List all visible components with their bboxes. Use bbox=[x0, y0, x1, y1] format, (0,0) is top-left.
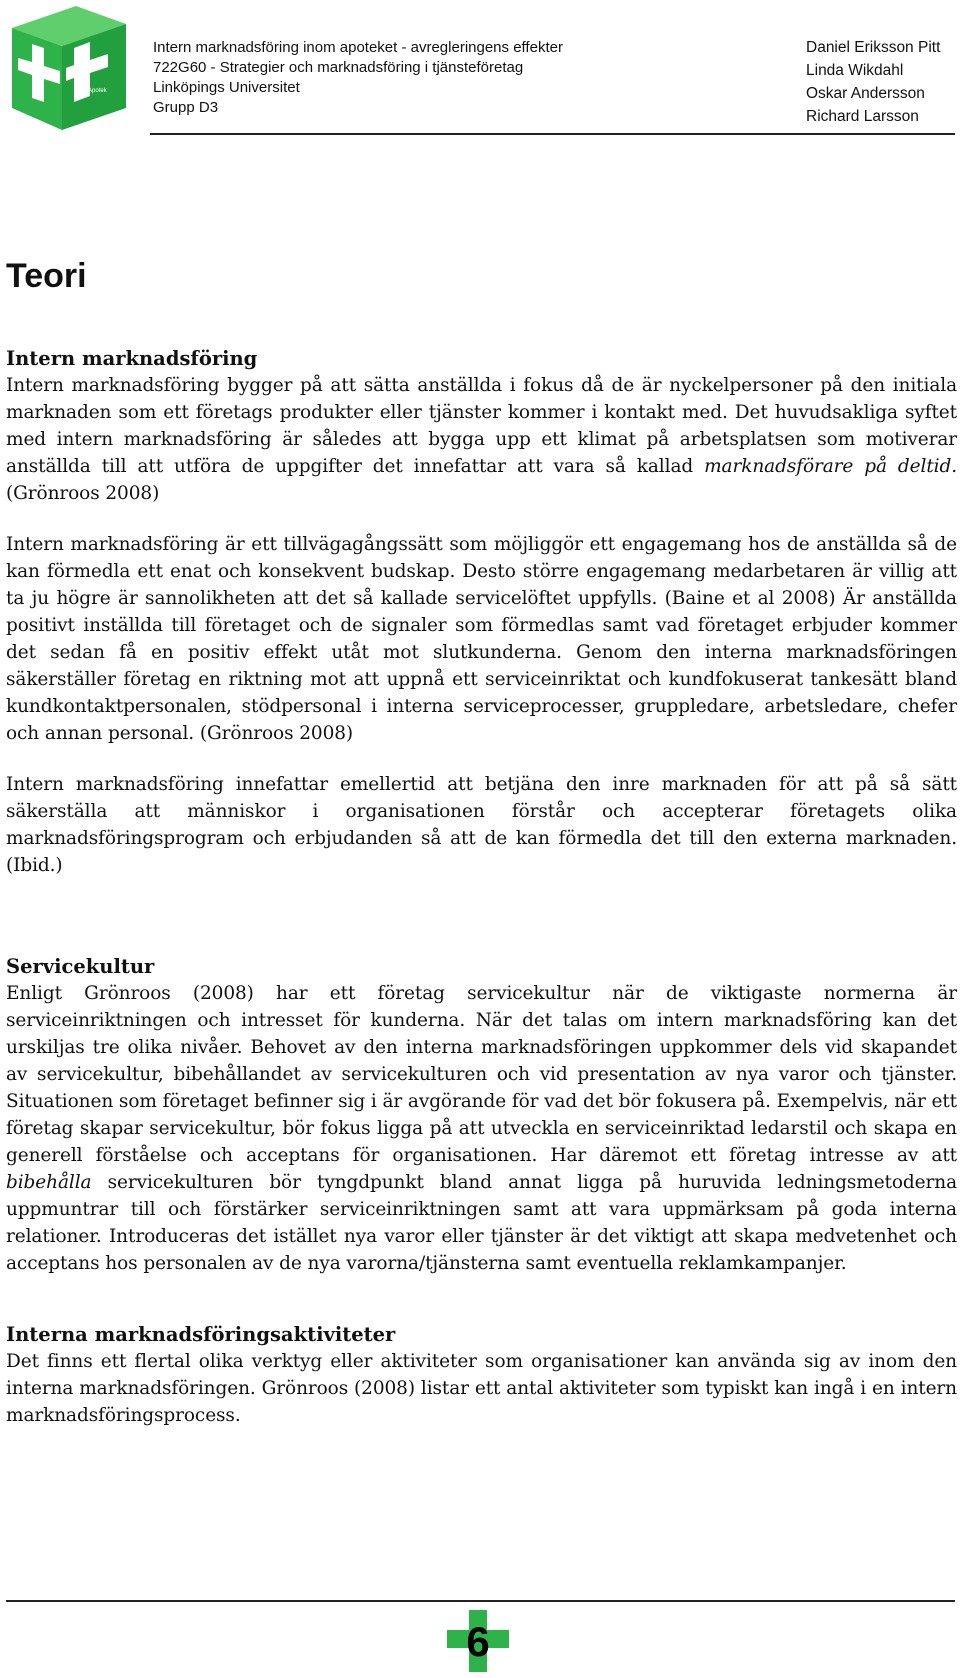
section-title-servicekultur: Servicekultur bbox=[6, 955, 155, 978]
section-title-intern-marknadsforing: Intern marknadsföring bbox=[6, 347, 258, 370]
page-number: 6 bbox=[466, 1618, 490, 1665]
document-header-info bbox=[153, 38, 563, 118]
page-title: Teori bbox=[6, 257, 87, 295]
paragraph-text: servicekulturen bör tyngdpunkt bland annat ligga på huruvida ledningsmetoderna uppmuntrar till och förstärker serviceinriktningen samt att vara uppmärksam på goda interna relationer. Introduceras det istället nya varor eller tjänster är det viktigt att skapa medvetenhet och acceptans hos personalen av de nya varorna/tjänsterna samt eventuella reklamkampanjer. bbox=[6, 1172, 957, 1274]
paragraph: Det finns ett flertal olika verktyg eller aktiviteter som organisationer kan använda sig av inom den interna marknadsföringen. Grönroos (2008) listar ett antal aktiviteter som typiskt kan ingå i en intern marknadsföringsprocess. bbox=[6, 1351, 957, 1426]
paragraph bbox=[6, 980, 957, 1277]
footer-divider bbox=[6, 1600, 955, 1602]
author-name: Linda Wikdahl bbox=[806, 62, 904, 79]
paragraph-text: Intern marknadsföring bygger på att sätta anställda i fokus då de är nyckelpersoner på den initiala marknaden som ett företags produkter eller tjänster kommer i kontakt med. Det huvudsakliga syftet med intern marknadsföring är således att bygga upp ett klimat på arbetsplatsen som motiverar anställda till att utföra de uppgifter det innefattar att vara så kallad bbox=[6, 375, 957, 477]
paragraph-text: Enligt Grönroos (2008) har ett företag servicekultur när de viktigaste normerna är serviceinriktningen och intresset för kunderna. När det talas om intern marknadsföring kan det urskiljas tre olika nivåer. Behovet av den interna marknadsföringen uppkommer dels vid skapandet av servicekultur, bibehållandet av servicekulturen och vid presentation av nya varor och tjänster. Situationen som företaget befinner sig i är avgörande för vad det bör fokusera på. Exempelvis, när ett företag skapar servicekultur, bör fokus ligga på att utveckla en serviceinriktad ledarstil och skapa en generell förståelse och acceptans för organisationen. Har däremot ett företag intresse av att bbox=[6, 983, 957, 1166]
header-group: Grupp D3 bbox=[153, 99, 219, 116]
paragraph: Intern marknadsföring innefattar emellertid att betjäna den inre marknaden för att på så sätt säkerställa att människor i organisationen förstår och accepterar företagets olika marknadsföringsprogram och erbjudanden så att de kan förmedla det till den externa marknaden. (Ibid.) bbox=[6, 774, 957, 876]
author-list bbox=[806, 36, 940, 128]
header-course: 722G60 - Strategier och marknadsföring i tjänsteföretag bbox=[153, 59, 524, 76]
header-divider bbox=[150, 133, 955, 135]
emphasis-text: marknadsförare på deltid. bbox=[704, 456, 957, 477]
author-name: Richard Larsson bbox=[806, 108, 919, 125]
document-body bbox=[6, 255, 957, 1429]
logo-text: Apotek bbox=[88, 88, 107, 94]
header-university: Linköpings Universitet bbox=[153, 79, 300, 96]
green-cube-cross-logo bbox=[4, 4, 128, 132]
header-title: Intern marknadsföring inom apoteket - avregleringens effekter bbox=[153, 39, 563, 56]
author-name: Oskar Andersson bbox=[806, 85, 925, 102]
citation: (Grönroos 2008) bbox=[6, 483, 160, 504]
page-number-badge bbox=[447, 1610, 509, 1672]
emphasis-text: bibehålla bbox=[6, 1172, 92, 1193]
section-title-interna-aktiviteter: Interna marknadsföringsaktiviteter bbox=[6, 1323, 396, 1346]
paragraph: Intern marknadsföring är ett tillvägagångssätt som möjliggör ett engagemang hos de anställda så de kan förmedla ett enat och konsekvent budskap. Desto större engagemang medarbetaren är villig att ta ju högre är sannolikheten att det så kallade servicelöftet uppfylls. (Baine et al 2008) Är anställda positivt inställda till företaget och de signaler som förmedlas samt vad företaget erbjuder kommer det sedan få en positiv effekt utåt mot slutkunderna. Genom den interna marknadsföringen säkerställer företag en riktning mot att uppnå ett serviceinriktat och kundfokuserat tankesätt bland kundkontaktpersonalen, stödpersonal i interna serviceprocesser, gruppledare, arbetsledare, chefer och annan personal. (Grönroos 2008) bbox=[6, 534, 957, 744]
paragraph bbox=[6, 372, 957, 507]
author-name: Daniel Eriksson Pitt bbox=[806, 39, 941, 56]
